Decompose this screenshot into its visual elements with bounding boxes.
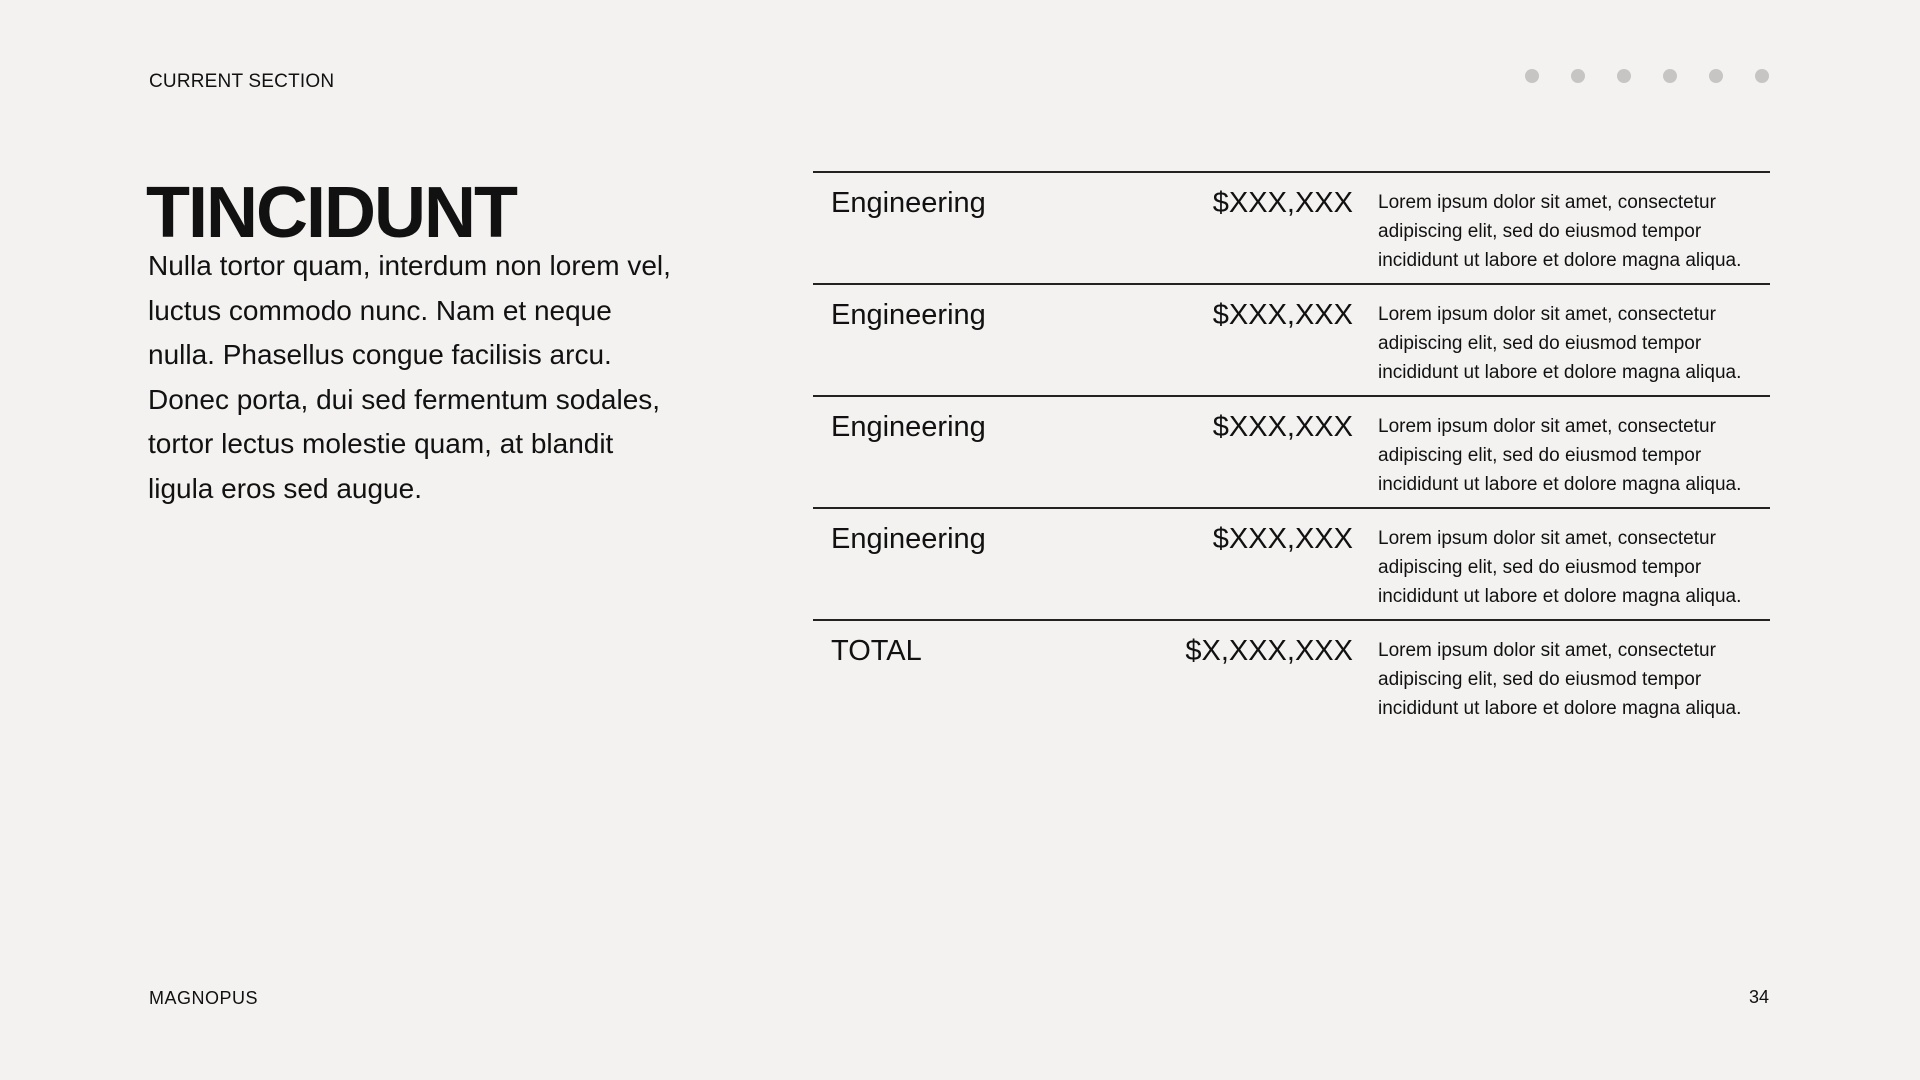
body-paragraph: Nulla tortor quam, interdum non lorem vel, luctus commodo nunc. Nam et neque nulla. Phasellus congue facilisis arcu. Donec porta, dui sed fermentum sodales, tortor lectus molestie quam, at blandit ligula eros sed augue. <box>148 250 671 504</box>
nav-dot[interactable] <box>1709 69 1723 83</box>
total-amount: $X,XXX,XXX <box>1185 635 1353 667</box>
row-label: Engineering <box>831 523 986 555</box>
budget-table <box>813 171 1770 731</box>
nav-dot[interactable] <box>1663 69 1677 83</box>
section-label: CURRENT SECTION <box>149 71 335 92</box>
row-label: Engineering <box>831 187 986 219</box>
row-description: Lorem ipsum dolor sit amet, consectetur adipiscing elit, sed do eiusmod tempor incididunt ut labore et dolore magna aliqua. <box>1378 192 1742 271</box>
row-amount: $XXX,XXX <box>1212 299 1353 331</box>
nav-dot[interactable] <box>1617 69 1631 83</box>
row-amount: $XXX,XXX <box>1212 187 1353 219</box>
table-row <box>813 507 1770 619</box>
page-title: TINCIDUNT <box>146 173 516 253</box>
row-amount: $XXX,XXX <box>1212 523 1353 555</box>
row-label: Engineering <box>831 299 986 331</box>
table-row <box>813 283 1770 395</box>
total-label: TOTAL <box>831 635 922 667</box>
row-description: Lorem ipsum dolor sit amet, consectetur adipiscing elit, sed do eiusmod tempor incididunt ut labore et dolore magna aliqua. <box>1378 528 1742 607</box>
table-row-total <box>813 619 1770 731</box>
row-label: Engineering <box>831 411 986 443</box>
table-row <box>813 395 1770 507</box>
page-number: 34 <box>1748 987 1769 1007</box>
row-description: Lorem ipsum dolor sit amet, consectetur adipiscing elit, sed do eiusmod tempor incididunt ut labore et dolore magna aliqua. <box>1378 416 1742 495</box>
brand-logo: MAGNOPUS <box>149 988 259 1008</box>
row-description: Lorem ipsum dolor sit amet, consectetur adipiscing elit, sed do eiusmod tempor incididunt ut labore et dolore magna aliqua. <box>1378 304 1742 383</box>
table-row <box>813 171 1770 283</box>
slide-nav-dots <box>1525 69 1769 83</box>
nav-dot[interactable] <box>1525 69 1539 83</box>
row-description: Lorem ipsum dolor sit amet, consectetur adipiscing elit, sed do eiusmod tempor incididunt ut labore et dolore magna aliqua. <box>1378 640 1742 719</box>
row-amount: $XXX,XXX <box>1212 411 1353 443</box>
nav-dot[interactable] <box>1755 69 1769 83</box>
nav-dot[interactable] <box>1571 69 1585 83</box>
